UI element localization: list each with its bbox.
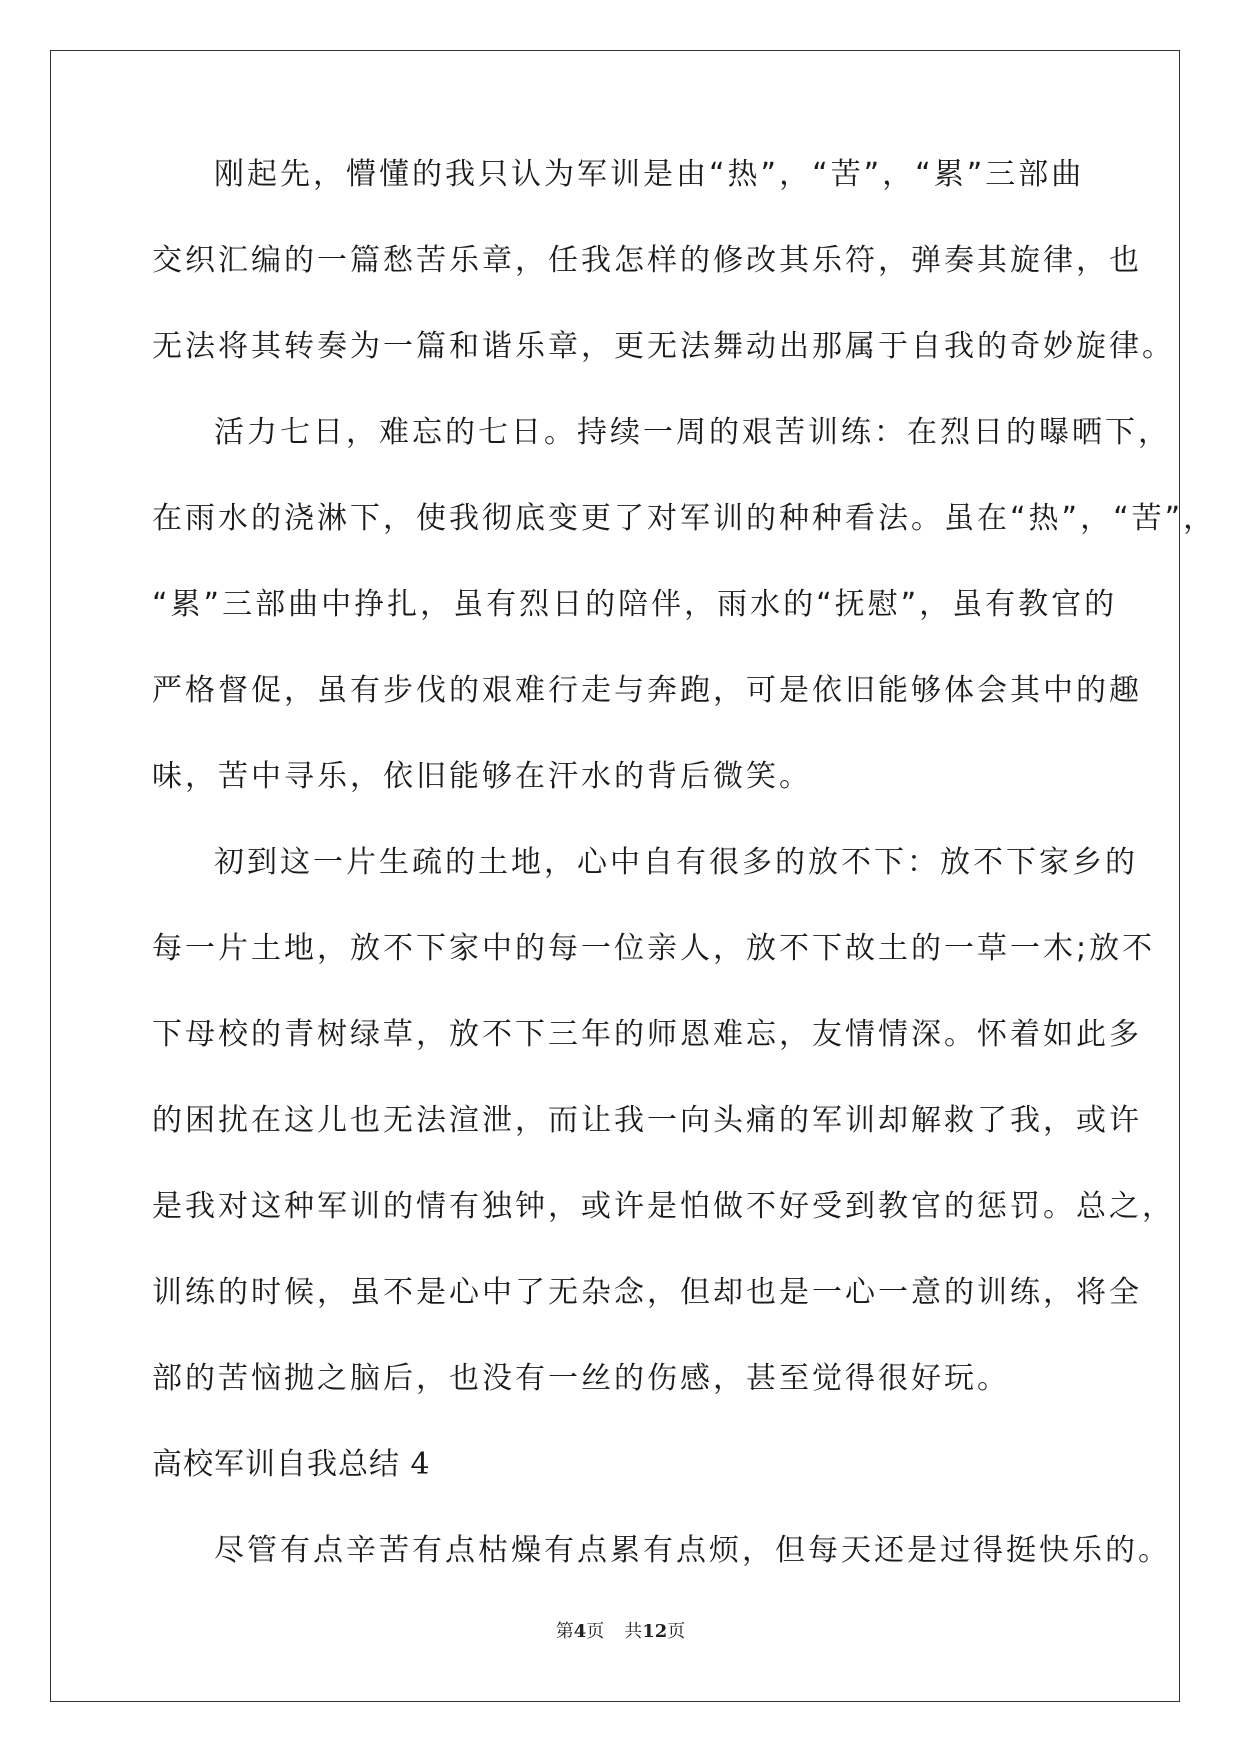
footer-page-number: 4: [573, 1621, 587, 1642]
paragraph-line: 尽管有点辛苦有点枯燥有点累有点烦，但每天还是过得挺快乐的。: [214, 1533, 1171, 1568]
paragraph-line: 活力七日，难忘的七日。持续一周的艰苦训练：在烈日的曝晒下，: [214, 415, 1171, 450]
paragraph-line: 味，苦中寻乐，依旧能够在汗水的背后微笑。: [152, 759, 812, 794]
paragraph-line: 训练的时候，虽不是心中了无杂念，但却也是一心一意的训练，将全: [152, 1275, 1142, 1310]
footer-page-suffix: 页: [586, 1621, 605, 1642]
footer-page-prefix: 第: [555, 1621, 574, 1642]
paragraph-line: 在雨水的浇淋下，使我彻底变更了对军训的种种看法。虽在“热”，“苦”，: [152, 501, 1217, 536]
paragraph-line: 每一片土地，放不下家中的每一位亲人，放不下故土的一草一木;放不: [152, 931, 1156, 966]
paragraph-line: 下母校的青树绿草，放不下三年的师恩难忘，友情情深。怀着如此多: [152, 1017, 1142, 1052]
paragraph-line: 部的苦恼抛之脑后，也没有一丝的伤感，甚至觉得很好玩。: [152, 1361, 1010, 1396]
paragraph-line: 刚起先，懵懂的我只认为军训是由“热”，“苦”，“累”三部曲: [214, 157, 1085, 192]
footer-total-suffix: 页: [667, 1621, 686, 1642]
paragraph-line: 初到这一片生疏的土地，心中自有很多的放不下：放不下家乡的: [214, 845, 1138, 880]
section-heading: 高校军训自我总结 4: [152, 1447, 431, 1482]
paragraph-line: 的困扰在这儿也无法渲泄，而让我一向头痛的军训却解救了我，或许: [152, 1103, 1142, 1138]
page-footer: [0, 1617, 1241, 1643]
footer-total-pages: 12: [642, 1621, 668, 1642]
footer-total-prefix: 共: [624, 1621, 643, 1642]
paragraph-line: 交织汇编的一篇愁苦乐章，任我怎样的修改其乐符，弹奏其旋律，也: [152, 243, 1142, 278]
paragraph-line: 是我对这种军训的情有独钟，或许是怕做不好受到教官的惩罚。总之，: [152, 1189, 1175, 1224]
paragraph-line: “累”三部曲中挣扎，虽有烈日的陪伴，雨水的“抚慰”，虽有教官的: [152, 587, 1118, 622]
paragraph-line: 严格督促，虽有步伐的艰难行走与奔跑，可是依旧能够体会其中的趣: [152, 673, 1142, 708]
document-body: [152, 157, 1217, 1568]
paragraph-line: 无法将其转奏为一篇和谐乐章，更无法舞动出那属于自我的奇妙旋律。: [152, 329, 1175, 364]
